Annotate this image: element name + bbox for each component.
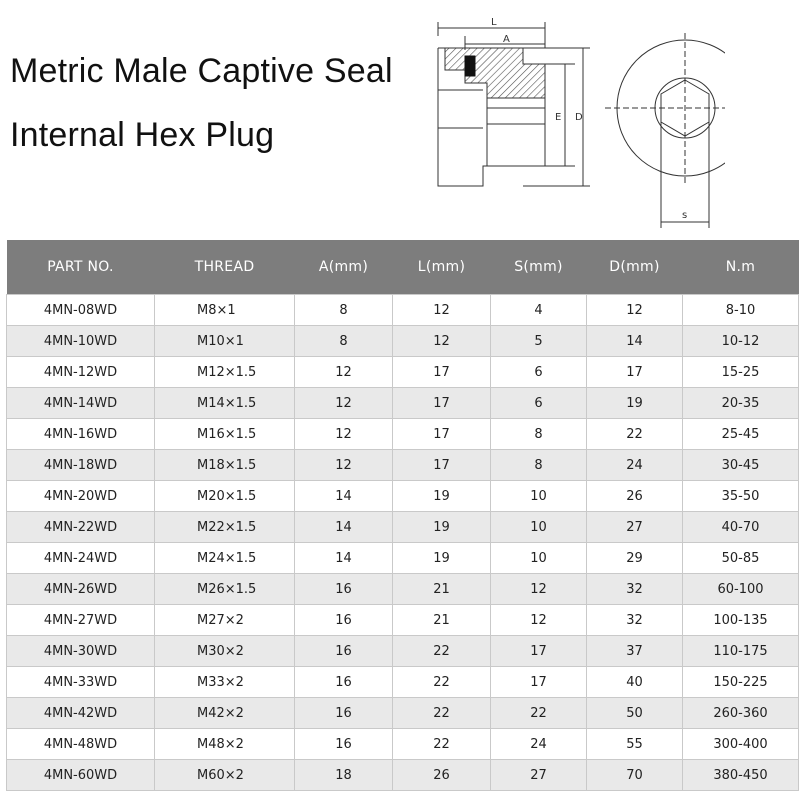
d-cell: 55 <box>587 729 683 760</box>
a-cell: 12 <box>295 419 393 450</box>
l-cell: 22 <box>393 667 491 698</box>
l-cell: 12 <box>393 326 491 357</box>
table-row <box>7 419 799 450</box>
table-row <box>7 574 799 605</box>
l-cell: 19 <box>393 481 491 512</box>
dim-label-L: L <box>491 17 497 28</box>
s-cell: 6 <box>491 388 587 419</box>
d-cell: 37 <box>587 636 683 667</box>
s-cell: 22 <box>491 698 587 729</box>
torque-cell: 35-50 <box>683 481 799 512</box>
torque-cell: 40-70 <box>683 512 799 543</box>
torque-cell: 8-10 <box>683 295 799 326</box>
d-cell: 40 <box>587 667 683 698</box>
table-row <box>7 295 799 326</box>
thread-cell: M22×1.5 <box>155 512 295 543</box>
thread-cell: M60×2 <box>155 760 295 791</box>
thread-cell: M12×1.5 <box>155 357 295 388</box>
l-cell: 19 <box>393 512 491 543</box>
side-view <box>438 22 590 186</box>
page-title: Metric Male Captive Seal <box>10 52 393 90</box>
part-no-cell: 4MN-60WD <box>7 760 155 791</box>
table-row <box>7 512 799 543</box>
table-row <box>7 388 799 419</box>
thread-cell: M27×2 <box>155 605 295 636</box>
a-cell: 14 <box>295 481 393 512</box>
table-row <box>7 326 799 357</box>
part-no-cell: 4MN-18WD <box>7 450 155 481</box>
l-cell: 22 <box>393 729 491 760</box>
l-cell: 21 <box>393 605 491 636</box>
dim-label-S: s <box>682 210 688 221</box>
torque-cell: 25-45 <box>683 419 799 450</box>
thread-cell: M33×2 <box>155 667 295 698</box>
a-cell: 16 <box>295 729 393 760</box>
a-cell: 8 <box>295 295 393 326</box>
s-cell: 17 <box>491 636 587 667</box>
part-no-cell: 4MN-12WD <box>7 357 155 388</box>
table-header-row <box>7 240 799 295</box>
header-l: L(mm) <box>393 240 491 295</box>
a-cell: 18 <box>295 760 393 791</box>
s-cell: 8 <box>491 419 587 450</box>
d-cell: 27 <box>587 512 683 543</box>
thread-cell: M48×2 <box>155 729 295 760</box>
d-cell: 50 <box>587 698 683 729</box>
table-row <box>7 357 799 388</box>
a-cell: 16 <box>295 667 393 698</box>
thread-cell: M26×1.5 <box>155 574 295 605</box>
table-row <box>7 636 799 667</box>
torque-cell: 100-135 <box>683 605 799 636</box>
l-cell: 22 <box>393 698 491 729</box>
s-cell: 8 <box>491 450 587 481</box>
thread-cell: M8×1 <box>155 295 295 326</box>
s-cell: 10 <box>491 512 587 543</box>
a-cell: 16 <box>295 605 393 636</box>
d-cell: 19 <box>587 388 683 419</box>
header-a: A(mm) <box>295 240 393 295</box>
part-no-cell: 4MN-20WD <box>7 481 155 512</box>
technical-drawing <box>425 8 725 233</box>
dim-label-E: E <box>555 112 562 123</box>
l-cell: 21 <box>393 574 491 605</box>
spec-table <box>6 240 799 791</box>
thread-cell: M30×2 <box>155 636 295 667</box>
part-no-cell: 4MN-10WD <box>7 326 155 357</box>
a-cell: 16 <box>295 636 393 667</box>
table-row <box>7 543 799 574</box>
torque-cell: 110-175 <box>683 636 799 667</box>
s-cell: 6 <box>491 357 587 388</box>
torque-cell: 20-35 <box>683 388 799 419</box>
part-no-cell: 4MN-24WD <box>7 543 155 574</box>
s-cell: 5 <box>491 326 587 357</box>
end-view <box>605 33 725 228</box>
header-thread: THREAD <box>155 240 295 295</box>
thread-cell: M20×1.5 <box>155 481 295 512</box>
table-row <box>7 605 799 636</box>
part-no-cell: 4MN-26WD <box>7 574 155 605</box>
part-no-cell: 4MN-22WD <box>7 512 155 543</box>
a-cell: 8 <box>295 326 393 357</box>
d-cell: 24 <box>587 450 683 481</box>
part-no-cell: 4MN-14WD <box>7 388 155 419</box>
a-cell: 14 <box>295 512 393 543</box>
torque-cell: 300-400 <box>683 729 799 760</box>
s-cell: 24 <box>491 729 587 760</box>
table-row <box>7 760 799 791</box>
torque-cell: 60-100 <box>683 574 799 605</box>
thread-cell: M16×1.5 <box>155 419 295 450</box>
thread-cell: M10×1 <box>155 326 295 357</box>
table-row <box>7 698 799 729</box>
d-cell: 32 <box>587 574 683 605</box>
header-part-no: PART NO. <box>7 240 155 295</box>
table-row <box>7 729 799 760</box>
a-cell: 16 <box>295 574 393 605</box>
table-row <box>7 481 799 512</box>
thread-cell: M42×2 <box>155 698 295 729</box>
part-no-cell: 4MN-08WD <box>7 295 155 326</box>
l-cell: 17 <box>393 419 491 450</box>
table-row <box>7 450 799 481</box>
a-cell: 16 <box>295 698 393 729</box>
part-no-cell: 4MN-33WD <box>7 667 155 698</box>
d-cell: 14 <box>587 326 683 357</box>
s-cell: 17 <box>491 667 587 698</box>
l-cell: 19 <box>393 543 491 574</box>
s-cell: 12 <box>491 605 587 636</box>
d-cell: 17 <box>587 357 683 388</box>
part-no-cell: 4MN-48WD <box>7 729 155 760</box>
torque-cell: 260-360 <box>683 698 799 729</box>
l-cell: 17 <box>393 357 491 388</box>
l-cell: 12 <box>393 295 491 326</box>
s-cell: 12 <box>491 574 587 605</box>
d-cell: 70 <box>587 760 683 791</box>
a-cell: 12 <box>295 388 393 419</box>
page-subtitle: Internal Hex Plug <box>10 116 275 154</box>
s-cell: 27 <box>491 760 587 791</box>
torque-cell: 30-45 <box>683 450 799 481</box>
d-cell: 26 <box>587 481 683 512</box>
header-s: S(mm) <box>491 240 587 295</box>
torque-cell: 15-25 <box>683 357 799 388</box>
s-cell: 10 <box>491 543 587 574</box>
d-cell: 22 <box>587 419 683 450</box>
torque-cell: 150-225 <box>683 667 799 698</box>
part-no-cell: 4MN-30WD <box>7 636 155 667</box>
d-cell: 32 <box>587 605 683 636</box>
l-cell: 17 <box>393 388 491 419</box>
s-cell: 10 <box>491 481 587 512</box>
header-torque: N.m <box>683 240 799 295</box>
a-cell: 12 <box>295 450 393 481</box>
a-cell: 12 <box>295 357 393 388</box>
part-no-cell: 4MN-27WD <box>7 605 155 636</box>
torque-cell: 380-450 <box>683 760 799 791</box>
a-cell: 14 <box>295 543 393 574</box>
table-row <box>7 667 799 698</box>
dim-label-A: A <box>503 34 510 45</box>
part-no-cell: 4MN-42WD <box>7 698 155 729</box>
d-cell: 12 <box>587 295 683 326</box>
part-no-cell: 4MN-16WD <box>7 419 155 450</box>
l-cell: 26 <box>393 760 491 791</box>
d-cell: 29 <box>587 543 683 574</box>
dim-label-D: D <box>575 112 583 123</box>
torque-cell: 10-12 <box>683 326 799 357</box>
l-cell: 22 <box>393 636 491 667</box>
thread-cell: M14×1.5 <box>155 388 295 419</box>
s-cell: 4 <box>491 295 587 326</box>
header-d: D(mm) <box>587 240 683 295</box>
thread-cell: M18×1.5 <box>155 450 295 481</box>
thread-cell: M24×1.5 <box>155 543 295 574</box>
torque-cell: 50-85 <box>683 543 799 574</box>
l-cell: 17 <box>393 450 491 481</box>
